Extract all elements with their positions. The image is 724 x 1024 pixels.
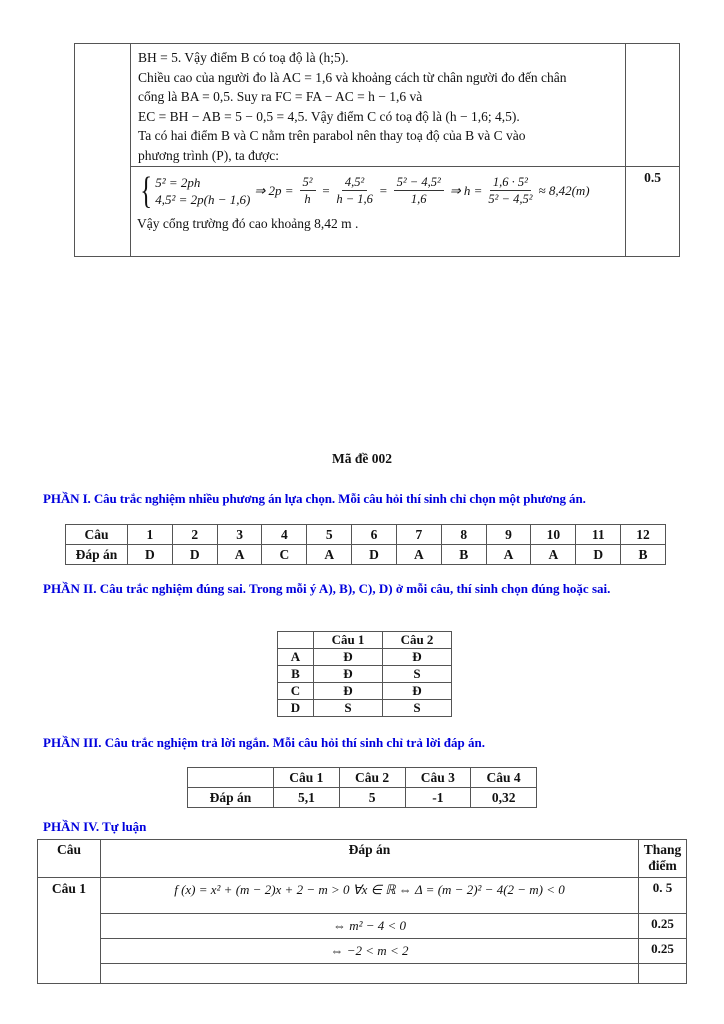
solution-table (74, 43, 680, 257)
solution-text-line: BH = 5. Vậy điểm B có toạ độ là (h;5). (138, 50, 349, 65)
true-false-value: Đ (314, 683, 383, 700)
part3-short-answer-table (187, 767, 537, 808)
solution-score: 0.5 (626, 166, 680, 256)
question-number: 3 (217, 525, 262, 545)
part1-heading: PHẦN I. Câu trắc nghiệm nhiều phương án lựa chọn. Mỗi câu hỏi thí sinh chỉ chọn một phương án. (43, 491, 586, 506)
part2-heading: PHẦN II. Câu trắc nghiệm đúng sai. Trong mỗi ý A), B), C), D) ở mỗi câu, thí sinh chọn đúng hoặc sai. (43, 581, 611, 596)
fraction-denominator: h − 1,6 (336, 192, 373, 207)
solution-text-line: Chiều cao của người đo là AC = 1,6 và khoảng cách từ chân người đo đến chân (138, 69, 567, 85)
column-header-cau: Câu (38, 840, 101, 878)
table-row (278, 632, 452, 649)
answer-value: D (128, 545, 173, 565)
table-row (278, 683, 452, 700)
fraction-numerator: 4,5² (342, 175, 367, 191)
system-line-2: 4,5² = 2p(h − 1,6) (155, 191, 251, 207)
solution-empty-left-cell (75, 44, 131, 257)
table-row (66, 545, 666, 565)
table-row (188, 788, 537, 808)
part3-heading: PHẦN III. Câu trắc nghiệm trả lời ngắn. Mỗi câu hỏi thí sinh chỉ trả lời đáp án. (43, 735, 485, 750)
equation-derivation (131, 167, 625, 212)
column-header-dapan: Đáp án (101, 840, 639, 878)
true-false-value: Đ (314, 666, 383, 683)
step-score (639, 964, 687, 984)
answer-value: A (217, 545, 262, 565)
part4-essay-table (37, 839, 687, 984)
answer-value: A (531, 545, 576, 565)
step-score: 0.25 (639, 914, 687, 939)
part4-heading: PHẦN IV. Tự luận (43, 819, 147, 834)
fraction (394, 175, 444, 206)
approx-result: ≈ 8,42(m) (538, 182, 590, 198)
true-false-value: S (314, 700, 383, 717)
solution-step: ⇔ −2 < m < 2 (101, 939, 639, 964)
table-row (38, 964, 687, 984)
fraction (488, 175, 532, 206)
true-false-value: Đ (383, 683, 452, 700)
answer-value: A (486, 545, 531, 565)
option-label: B (278, 666, 314, 683)
table-row (38, 939, 687, 964)
answer-value: B (441, 545, 486, 565)
answer-value: -1 (405, 788, 471, 808)
equals-operator: = (378, 182, 388, 198)
exam-code-title: Mã đề 002 (332, 451, 392, 466)
answer-value: 0,32 (471, 788, 537, 808)
empty-corner-cell (278, 632, 314, 649)
table-row (188, 768, 537, 788)
column-header: Câu 1 (274, 768, 340, 788)
table-row (278, 666, 452, 683)
table-row (38, 878, 687, 914)
table-row (278, 649, 452, 666)
answer-value: 5,1 (274, 788, 340, 808)
solution-text-cell (131, 44, 626, 167)
question-number: 1 (128, 525, 173, 545)
part1-row-label: Câu (66, 525, 128, 545)
step-score: 0.25 (639, 939, 687, 964)
table-row (278, 700, 452, 717)
fraction-denominator: h (304, 192, 311, 207)
implies-operator: ⇒ h = (449, 182, 483, 198)
equation-system (155, 174, 250, 208)
option-label: C (278, 683, 314, 700)
fraction (336, 175, 373, 206)
solution-step: f (x) = x² + (m − 2)x + 2 − m > 0 ∀x ∈ ℝ ⇔ Δ = (m − 2)² − 4(2 − m) < 0 (101, 878, 639, 914)
part1-answer-label: Đáp án (66, 545, 128, 565)
empty-corner-cell (188, 768, 274, 788)
question-number: 4 (262, 525, 307, 545)
part2-true-false-table (277, 631, 452, 717)
answer-value: A (307, 545, 352, 565)
question-number: 2 (172, 525, 217, 545)
part3-answer-label: Đáp án (188, 788, 274, 808)
column-header: Câu 1 (314, 632, 383, 649)
question-number: 10 (531, 525, 576, 545)
option-label: A (278, 649, 314, 666)
solution-text-line: EC = BH − AB = 5 − 0,5 = 4,5. Vậy điểm C có toạ độ là (h − 1,6; 4,5). (138, 108, 520, 124)
answer-value: D (172, 545, 217, 565)
table-row (38, 914, 687, 939)
question-label: Câu 1 (38, 878, 101, 984)
question-number: 11 (576, 525, 621, 545)
column-header: Câu 3 (405, 768, 471, 788)
table-header-row (38, 840, 687, 878)
true-false-value: S (383, 666, 452, 683)
true-false-value: Đ (314, 649, 383, 666)
question-number: 6 (352, 525, 397, 545)
answer-value: C (262, 545, 307, 565)
answer-value: B (621, 545, 666, 565)
question-number: 8 (441, 525, 486, 545)
column-header: Câu 2 (383, 632, 452, 649)
question-number: 12 (621, 525, 666, 545)
true-false-value: S (383, 700, 452, 717)
fraction-denominator: 5² − 4,5² (488, 192, 533, 207)
equals-operator: = (321, 182, 331, 198)
fraction-numerator: 5² (300, 175, 316, 191)
table-row (66, 525, 666, 545)
answer-value: A (396, 545, 441, 565)
solution-text-line: Ta có hai điểm B và C nằm trên parabol nên thay toạ độ của B và C vào (138, 128, 526, 144)
column-header: Câu 2 (339, 768, 405, 788)
question-number: 9 (486, 525, 531, 545)
true-false-value: Đ (383, 649, 452, 666)
column-header: Câu 4 (471, 768, 537, 788)
part1-answer-table (65, 524, 666, 565)
answer-value: D (576, 545, 621, 565)
column-header-thang-diem: Thang điểm (639, 840, 687, 878)
fraction-numerator: 5² − 4,5² (394, 175, 444, 191)
solution-step (101, 964, 639, 984)
system-brace: { (140, 169, 153, 212)
answer-value: D (352, 545, 397, 565)
answer-value: 5 (339, 788, 405, 808)
implies-operator: ⇒ 2p = (254, 182, 294, 198)
solution-text-line: phương trình (P), ta được: (138, 147, 280, 163)
question-number: 5 (307, 525, 352, 545)
solution-conclusion: Vậy cổng trường đó cao khoảng 8,42 m . (137, 215, 359, 231)
fraction-numerator: 1,6 · 5² (490, 175, 531, 191)
step-score: 0. 5 (639, 878, 687, 914)
question-number: 7 (396, 525, 441, 545)
solution-score-empty-cell (626, 44, 680, 167)
fraction (300, 175, 316, 206)
solution-equation-cell (131, 166, 626, 256)
option-label: D (278, 700, 314, 717)
system-line-1: 5² = 2ph (155, 174, 201, 190)
solution-text-line: cổng là BA = 0,5. Suy ra FC = FA − AC = h − 1,6 và (138, 89, 423, 105)
fraction-denominator: 1,6 (410, 192, 427, 207)
solution-step: ⇔ m² − 4 < 0 (101, 914, 639, 939)
